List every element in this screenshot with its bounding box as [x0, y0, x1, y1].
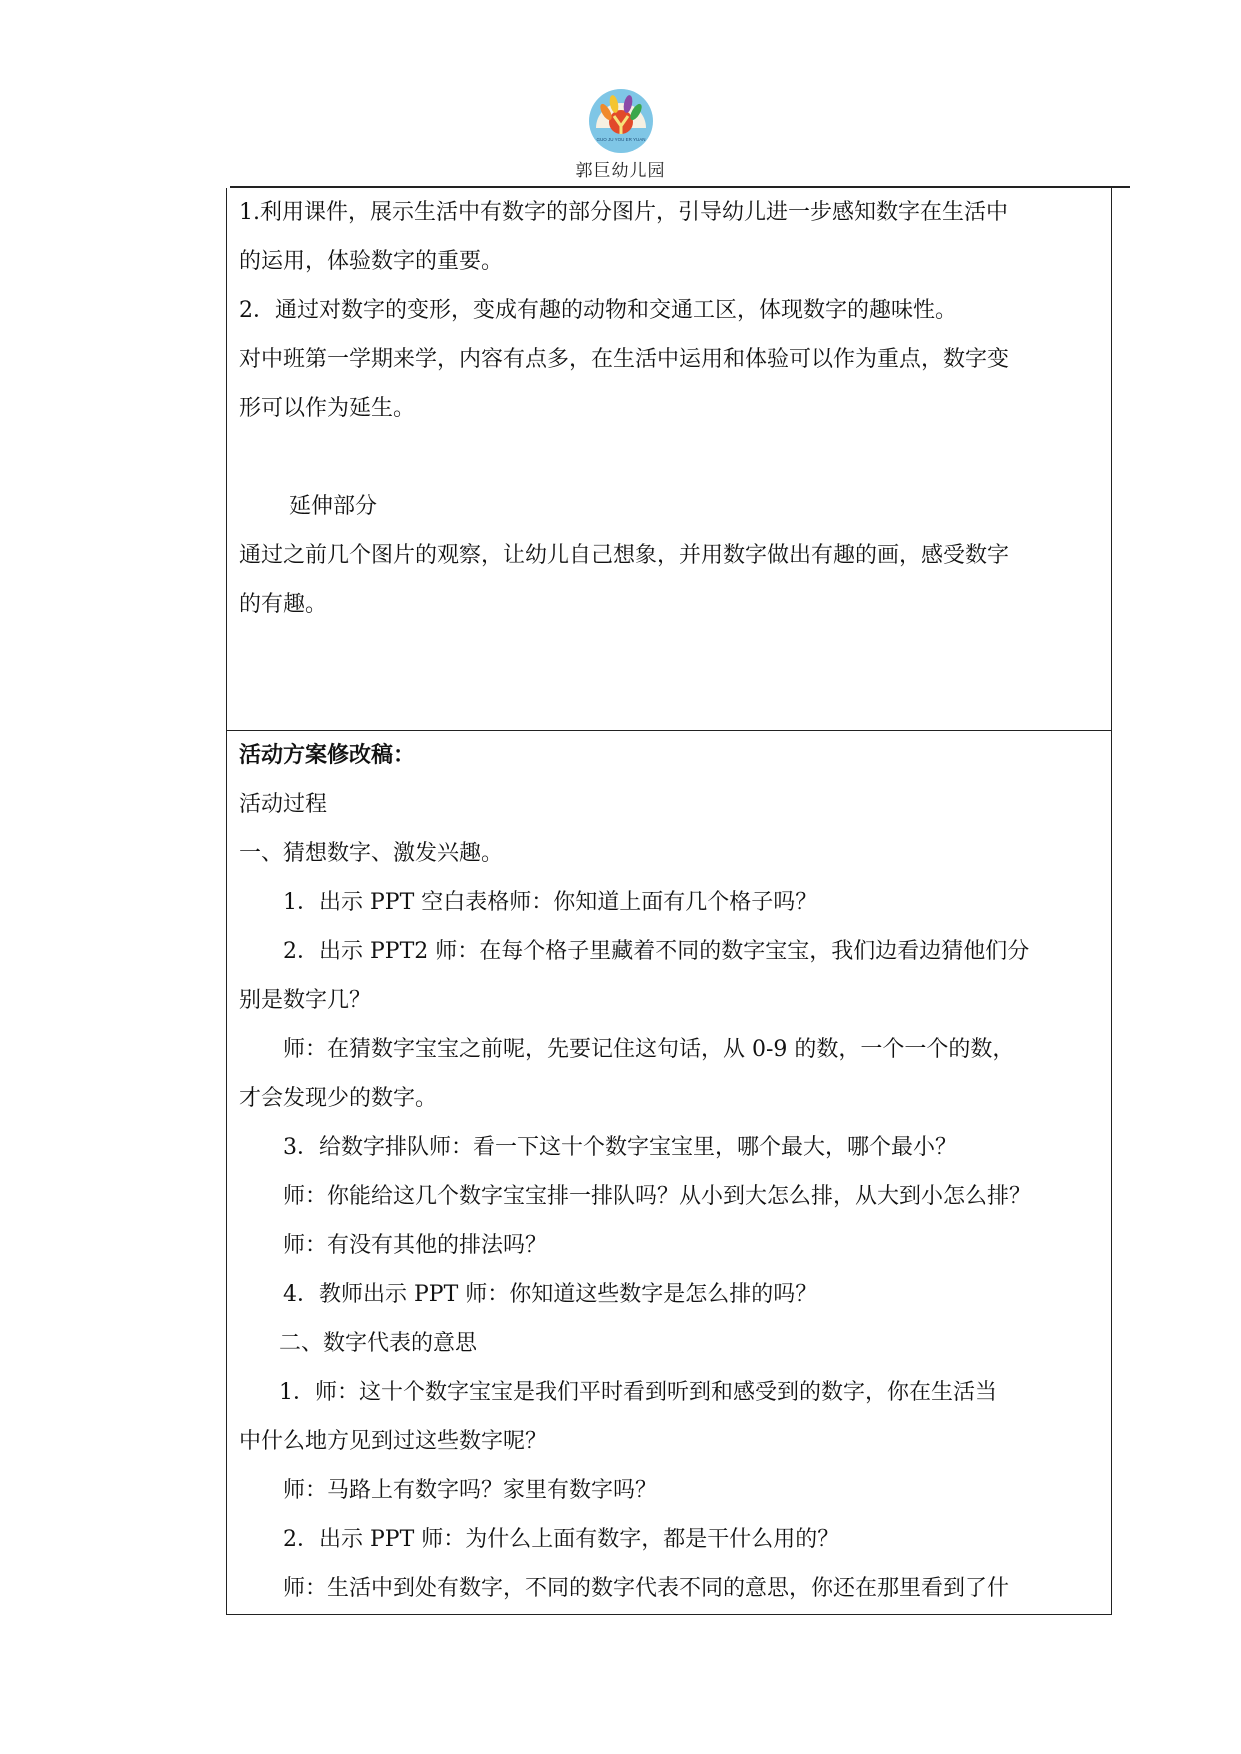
reflection-cell [227, 188, 1111, 731]
text-line: 师：有没有其他的排法吗？ [283, 1233, 548, 1258]
text-line: 2．出示 PPT 师：为什么上面有数字，都是干什么用的？ [283, 1527, 840, 1552]
revised-plan-cell [227, 731, 1111, 1614]
text-line: 3．给数字排队师：看一下这十个数字宝宝里，哪个最大，哪个最小？ [283, 1135, 957, 1160]
text-line: 中什么地方见到过这些数字呢？ [239, 1429, 548, 1454]
text-line: 师：在猜数字宝宝之前呢，先要记住这句话，从 0-9 的数，一个一个的数， [283, 1037, 1015, 1062]
extension-heading: 延伸部分 [289, 494, 378, 519]
process-label: 活动过程 [239, 792, 328, 817]
text-line: 2．通过对数字的变形，变成有趣的动物和交通工区，体现数字的趣味性。 [239, 298, 957, 323]
text-line: 的运用，体验数字的重要。 [239, 249, 504, 274]
text-line: 4．教师出示 PPT 师：你知道这些数字是怎么排的吗？ [283, 1282, 818, 1307]
text-line: 通过之前几个图片的观察，让幼儿自己想象，并用数字做出有趣的画，感受数字 [239, 543, 1010, 568]
text-line: 别是数字几？ [239, 988, 372, 1013]
text-line: 师：生活中到处有数字，不同的数字代表不同的意思，你还在那里看到了什 [283, 1576, 1010, 1601]
text-line: 才会发现少的数字。 [239, 1086, 438, 1111]
text-line: 师：马路上有数字吗？家里有数字吗？ [283, 1478, 658, 1503]
text-line: 的有趣。 [239, 592, 328, 617]
text-line: 对中班第一学期来学，内容有点多，在生活中运用和体验可以作为重点，数字变 [239, 347, 1010, 372]
text-line: 2．出示 PPT2 师：在每个格子里藏着不同的数字宝宝，我们边看边猜他们分 [283, 939, 1030, 964]
revised-plan-title: 活动方案修改稿： [239, 742, 416, 768]
document-header [0, 88, 1241, 181]
text-line: 1．出示 PPT 空白表格师：你知道上面有几个格子吗？ [283, 890, 818, 915]
text-line: 1．师：这十个数字宝宝是我们平时看到听到和感受到的数字，你在生活当 [279, 1380, 997, 1405]
text-line: 1.利用课件，展示生活中有数字的部分图片，引导幼儿进一步感知数字在生活中 [239, 200, 1008, 225]
part-heading: 二、数字代表的意思 [279, 1331, 478, 1356]
text-line: 形可以作为延生。 [239, 396, 416, 421]
school-name: 郭巨幼儿园 [575, 161, 666, 181]
svg-text:GUO JU YOU ER YUAN: GUO JU YOU ER YUAN [595, 137, 646, 142]
spacer [239, 433, 1101, 482]
part-heading: 一、猜想数字、激发兴趣。 [239, 841, 504, 866]
text-line: 师：你能给这几个数字宝宝排一排队吗？从小到大怎么排，从大到小怎么排？ [283, 1184, 1032, 1209]
kindergarten-logo [588, 88, 654, 154]
lesson-plan-table [226, 188, 1112, 1615]
